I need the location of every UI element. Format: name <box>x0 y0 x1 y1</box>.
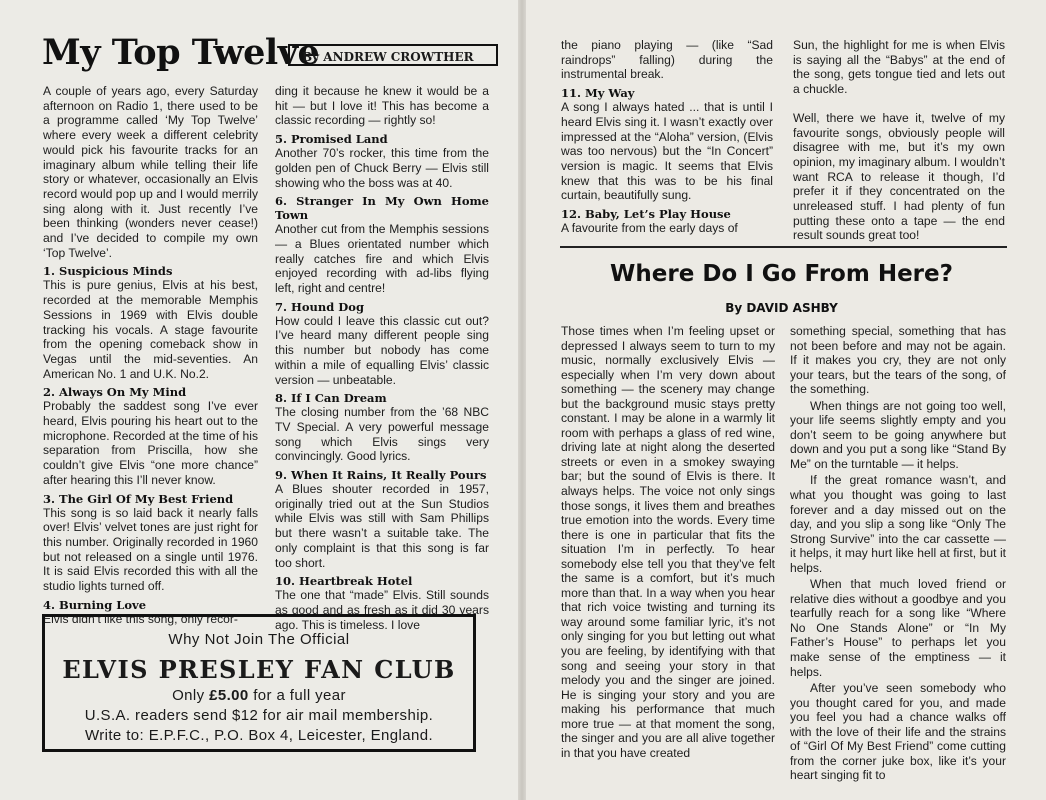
song-paragraph-11: A song I always hated ... that is until I heard Elvis sing it. I wasn’t exactly over impressed at the “Aloha” version, (Elvis was too nervous) but the “In Concert” version is magic. It seems that Elvis knew that this was to be his final curtain, beautifully sung. <box>561 100 773 203</box>
advert-price-suffix: for a full year <box>248 687 346 704</box>
advert-title: ELVIS PRESLEY FAN CLUB <box>62 655 456 684</box>
intro-paragraph: A couple of years ago, every Saturday afternoon on Radio 1, there used to be a programme called ‘My Top Twelve’ where every week a different celebrity would pick his favourite tracks for an imaginary album while telling their life story or whatever, occasionally an Elvis record would pop up and I would merrily sing along with it. Just recently I’ve been thinking (wonders never cease!) and I’ve decided to compile my own ‘Top Twelve’. <box>43 84 258 260</box>
closing-paragraph: Well, there we have it, twelve of my favourite songs, obviously people will disagree with me, but it’s my own opinion, my imaginary album. I wouldn’t want RCA to release it though, I’d prefer it if they concentrated on the unreleased stuff. I had plenty of fun putting these onto a tape — the end result sounds great too! <box>793 110 1005 243</box>
advert-price-prefix: Only <box>172 687 210 704</box>
song-heading-1: 1. Suspicious Minds <box>43 264 173 279</box>
song-paragraph-9: A Blues shouter recorded in 1957, originally tried out at the Sun Studios while Elvis was still with Sam Phillips but there wasn’t a suitable take. The only complaint is that this song is far too short. <box>275 482 489 570</box>
article2-paragraph-6: After you’ve seen somebody who you thought cared for you, and made you feel you had a chance walks off with the love of their life and the strains of “Girl Of My Best Friend” come cutting from the corner juke box, like it’s your heart singing fit to <box>790 681 1006 783</box>
song-heading-4: 4. Burning Love <box>43 597 147 612</box>
section-divider <box>560 246 1007 248</box>
fan-club-advert <box>42 611 476 752</box>
article2-paragraph-1: Those times when I’m feeling upset or depressed I always seem to turn to my music, normally exclusively Elvis — especially when I’m very down about something — the scenery may change but the background music stays pretty constant. I may be alone in a warmly lit room with perhaps a glass of red wine, driving late at night along the deserted streets or even in a smokey swaying bar; but the sound of Elvis is there. It always helps. The voice not only sings those songs, it lives them and breathes true emotion into the words. Every time there is one in particular that fits the situation I’m in perfectly. To hear somebody else tell you that they’ve felt the same is a comfort, but it’s much more than that. In a way when you hear that rich voice twisting and turning its way around some familiar lyric, it’s not only singing for you but letting out what you are feeling, by identifying with that song and seeing your story in that melody you and the singer are joined. He is singing your story and you are making his performance that much more true — at that moment the song, the singer and you are all alive together in that you have created <box>561 324 775 760</box>
song-heading-2: 2. Always On My Mind <box>43 385 187 400</box>
page-gutter <box>518 0 526 800</box>
song-paragraph-10: The one that “made” Elvis. Still sounds as good and as fresh as it did 30 years ago. This is timeless. I love <box>275 588 489 632</box>
song-heading-6: 6. Stranger In My Own Home Town <box>275 194 489 223</box>
article2-paragraph-2: something special, something that has not been before and may not be again. If it makes you cry, they are not only your tears, but the tears of the song, of the something. <box>790 324 1006 397</box>
song-heading-12: 12. Baby, Let’s Play House <box>561 207 731 222</box>
continued-paragraph-3: Sun, the highlight for me is when Elvis is saying all the “Babys” at the end of the song, gets tongue tied and lets out a chuckle. <box>793 38 1005 97</box>
song-heading-8: 8. If I Can Dream <box>275 391 387 406</box>
song-paragraph-6: Another cut from the Memphis sessions — a Blues orientated number which really catches fire and which Elvis enjoyed recording with ad-libs flying left, right and centre! <box>275 222 489 296</box>
song-paragraph-2: Probably the saddest song I’ve ever heard, Elvis pouring his heart out to the microphone. Recorded at the time of his separation from Priscilla, how she couldn’t give Elvis “one more chance” after hearing this I’ll never know. <box>43 399 258 487</box>
advert-price: £5.00 <box>209 687 249 704</box>
advert-address: Write to: E.P.F.C., P.O. Box 4, Leicester, England. <box>84 727 434 744</box>
song-heading-9: 9. When It Rains, It Really Pours <box>275 468 487 483</box>
song-paragraph-4: Elvis didn’t like this song, only recor- <box>43 611 238 626</box>
song-heading-7: 7. Hound Dog <box>275 299 364 314</box>
song-paragraph-3: This song is so laid back it nearly falls over! Elvis’ velvet tones are just right for this number. Originally recorded in 1960 but not released on a single until 1976. It is said Elvis recorded this with all the studio lights turned off. <box>43 505 258 594</box>
article-column-1 <box>43 84 258 627</box>
song-heading-11: 11. My Way <box>561 86 635 101</box>
article-column-4 <box>793 38 1005 243</box>
continued-paragraph-2: the piano playing — (like “Sad raindrops” falling) during the instrumental break. <box>561 38 773 82</box>
song-paragraph-1: This is pure genius, Elvis at his best, recorded at the memorable Memphis Sessions in 1969 with Elvis double tracking his vocals. A stage favourite from the opening comeback show in Vegas until the mid-seventies. An American No. 1 and U.K. No.2. <box>43 278 258 381</box>
article-column-3 <box>561 38 773 236</box>
song-paragraph-7: How could I leave this classic cut out? I’ve heard many different people sing this number but nobody has come within a mile of equalling Elvis’ classic version — unbeatable. <box>275 313 489 387</box>
second-article-headline: Where Do I Go From Here? <box>610 261 953 287</box>
article-headline: My Top Twelve <box>42 32 320 73</box>
advert-usa-line: U.S.A. readers send $12 for air mail membership. <box>84 707 434 724</box>
second-article-byline: By DAVID ASHBY <box>725 301 838 315</box>
advert-price-line <box>45 687 473 704</box>
article-column-6 <box>790 324 1006 783</box>
song-heading-10: 10. Heartbreak Hotel <box>275 574 413 589</box>
advert-intro: Why Not Join The Official <box>168 631 350 648</box>
song-paragraph-12: A favourite from the early days of <box>561 221 738 236</box>
song-paragraph-8: The closing number from the ’68 NBC TV Special. A very powerful message song which Elvis sings very convincingly. Good lyrics. <box>275 405 489 464</box>
continued-paragraph: ding it because he knew it would be a hit — but I love it! This has become a classic recording — rightly so! <box>275 84 489 128</box>
song-heading-3: 3. The Girl Of My Best Friend <box>43 491 234 506</box>
article2-paragraph-3: When things are not going too well, your life seems slightly empty and you don’t seem to be going anywhere but down and you put a song like “Stand By Me” on the turntable — it helps. <box>790 398 1006 471</box>
song-paragraph-5: Another 70’s rocker, this time from the golden pen of Chuck Berry — Elvis still showing who the boss was at 40. <box>275 146 489 190</box>
article-column-2 <box>275 84 489 632</box>
article-column-5 <box>561 324 775 760</box>
article-byline: By ANDREW CROWTHER <box>288 44 498 66</box>
article2-paragraph-5: When that much loved friend or relative dies without a goodbye and you tearfully reach for a song like “Where No One Stands Alone” or “In My Father’s House” to perhaps let you make sense of the emptiness — it helps. <box>790 577 1006 679</box>
song-heading-5: 5. Promised Land <box>275 132 388 147</box>
article2-paragraph-4: If the great romance wasn’t, and what you thought was going to last forever and a day missed out on the day, and you slip a song like “Only The Strong Survive” into the car cassette — it helps, it may hurt like hell at first, but it helps. <box>790 473 1006 575</box>
